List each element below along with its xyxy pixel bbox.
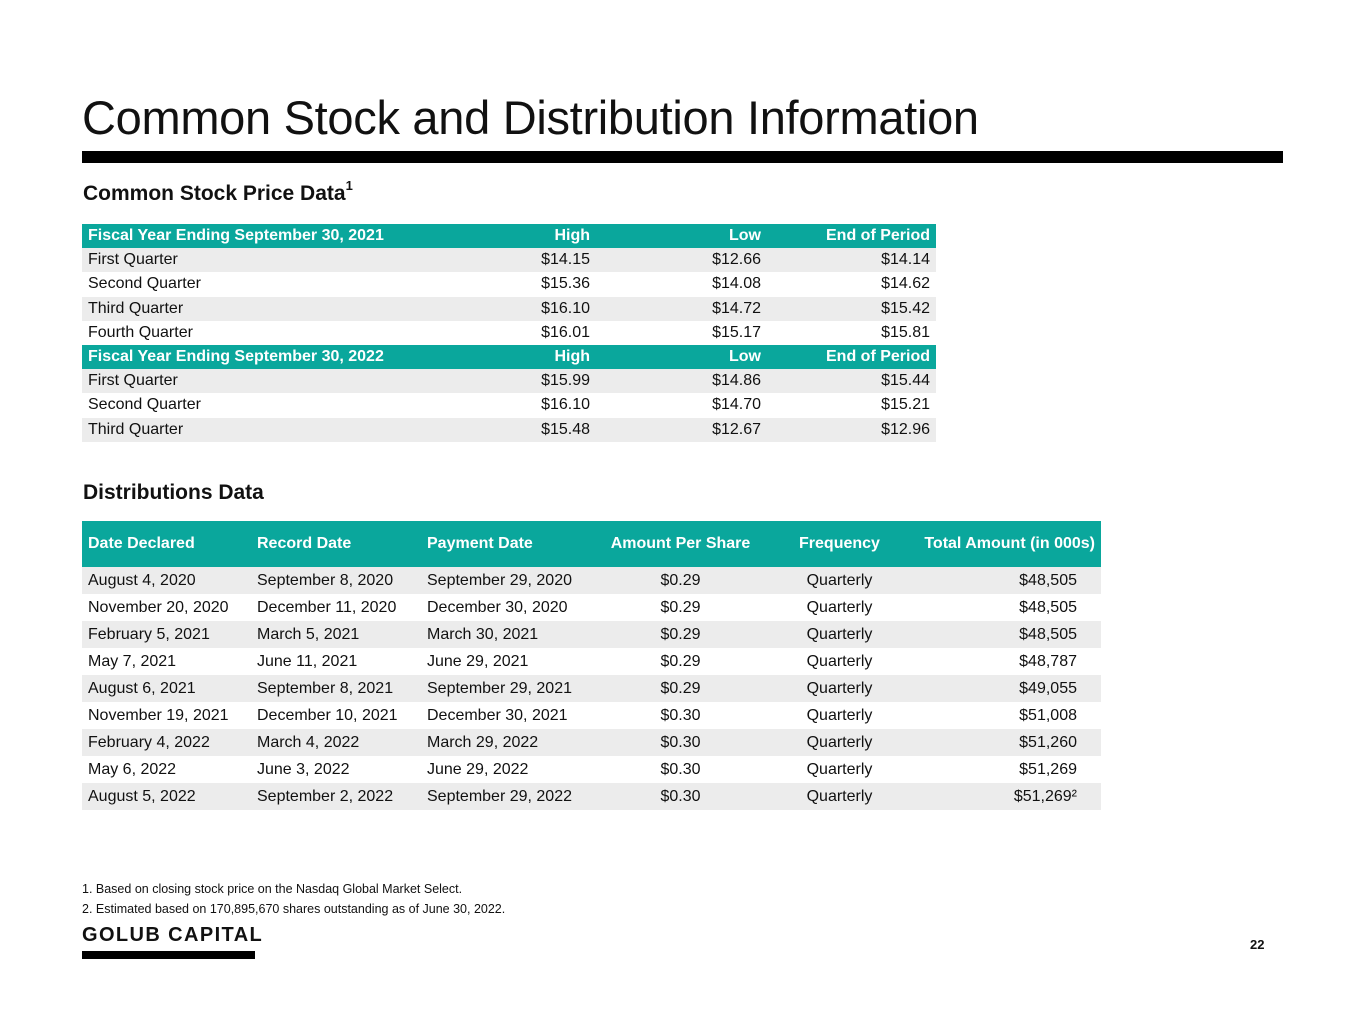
table-cell: $49,055 xyxy=(909,675,1101,702)
price-table-header-cell: End of Period xyxy=(767,224,936,248)
logo-underline xyxy=(82,951,255,959)
table-cell: November 20, 2020 xyxy=(88,599,229,616)
table-cell: $14.70 xyxy=(712,396,761,414)
table-cell: September 8, 2020 xyxy=(251,567,421,594)
table-cell: September 2, 2022 xyxy=(251,783,421,810)
table-cell: December 30, 2020 xyxy=(427,599,568,616)
footnote-2: 2. Estimated based on 170,895,670 shares outstanding as of June 30, 2022. xyxy=(82,902,506,916)
table-cell: $12.66 xyxy=(596,248,767,272)
table-cell: $14.08 xyxy=(712,275,761,293)
table-cell: Quarterly xyxy=(806,707,873,724)
table-row xyxy=(82,369,936,393)
table-row xyxy=(82,648,1101,675)
table-cell: First Quarter xyxy=(82,248,507,272)
table-cell: Quarterly xyxy=(770,729,909,756)
price-table-header-cell: High xyxy=(507,345,596,369)
table-cell: $51,269 xyxy=(1019,761,1077,778)
table-cell: $48,505 xyxy=(909,621,1101,648)
table-cell: $15.21 xyxy=(881,396,930,414)
table-row xyxy=(82,702,1101,729)
distributions-header-cell: Date Declared xyxy=(82,521,251,567)
stock-price-heading-text: Common Stock Price Data xyxy=(83,182,346,205)
distributions-header-cell: Total Amount (in 000s) xyxy=(909,521,1101,567)
distributions-header-cell: Record Date xyxy=(251,521,421,567)
table-cell: $12.96 xyxy=(767,418,936,442)
table-cell: June 29, 2021 xyxy=(427,653,529,670)
table-cell: Quarterly xyxy=(770,621,909,648)
table-cell: $0.30 xyxy=(591,729,770,756)
distributions-table xyxy=(82,521,1101,810)
price-table-header-cell: Low xyxy=(596,345,767,369)
table-row xyxy=(82,621,1101,648)
table-row xyxy=(82,567,1101,594)
table-cell: $16.01 xyxy=(541,323,590,341)
table-cell: First Quarter xyxy=(82,369,507,393)
table-cell: September 29, 2020 xyxy=(421,567,591,594)
table-cell: $0.29 xyxy=(591,675,770,702)
table-cell: June 3, 2022 xyxy=(257,761,350,778)
table-cell: December 30, 2021 xyxy=(427,707,568,724)
table-cell: Quarterly xyxy=(806,653,873,670)
distributions-header-cell: Amount Per Share xyxy=(591,521,770,567)
table-cell: $0.29 xyxy=(660,599,701,616)
table-cell: August 5, 2022 xyxy=(82,783,251,810)
table-cell: Second Quarter xyxy=(88,275,201,293)
title-divider xyxy=(82,151,1283,163)
table-cell: June 29, 2022 xyxy=(427,761,529,778)
price-table-header-row xyxy=(82,345,936,369)
table-row xyxy=(82,272,936,296)
table-cell: May 6, 2022 xyxy=(88,761,177,778)
page-number: 22 xyxy=(1250,937,1265,952)
table-cell: August 6, 2021 xyxy=(82,675,251,702)
table-cell: $15.48 xyxy=(507,418,596,442)
table-cell: $16.10 xyxy=(507,297,596,321)
table-cell: $15.42 xyxy=(767,297,936,321)
distributions-header-cell: Payment Date xyxy=(421,521,591,567)
table-cell: $0.30 xyxy=(591,783,770,810)
table-cell: Quarterly xyxy=(770,675,909,702)
page-title: Common Stock and Distribution Information xyxy=(82,91,979,144)
table-cell: $14.14 xyxy=(767,248,936,272)
table-cell: $0.30 xyxy=(660,761,701,778)
table-cell: March 4, 2022 xyxy=(251,729,421,756)
table-cell: $14.62 xyxy=(881,275,930,293)
table-cell: $15.44 xyxy=(767,369,936,393)
table-row xyxy=(82,321,936,345)
table-cell: $12.67 xyxy=(596,418,767,442)
price-table-header-cell: End of Period xyxy=(767,345,936,369)
table-cell: September 8, 2021 xyxy=(251,675,421,702)
table-row xyxy=(82,783,1101,810)
logo-text: GOLUB CAPITAL xyxy=(82,924,264,946)
table-cell: December 11, 2020 xyxy=(257,599,397,616)
table-row xyxy=(82,418,936,442)
table-row xyxy=(82,729,1101,756)
footnote-1: 1. Based on closing stock price on the Nasdaq Global Market Select. xyxy=(82,882,463,896)
table-cell: February 5, 2021 xyxy=(82,621,251,648)
table-cell: $48,505 xyxy=(909,567,1101,594)
table-cell: $15.81 xyxy=(881,323,930,341)
table-cell: Quarterly xyxy=(770,783,909,810)
table-cell: $14.86 xyxy=(596,369,767,393)
distributions-header-cell: Frequency xyxy=(770,521,909,567)
golub-capital-logo xyxy=(82,922,264,959)
table-cell: March 29, 2022 xyxy=(421,729,591,756)
table-cell: $14.72 xyxy=(596,297,767,321)
table-cell: $48,505 xyxy=(1019,599,1077,616)
table-cell: $15.99 xyxy=(507,369,596,393)
table-cell: Quarterly xyxy=(770,567,909,594)
table-cell: $0.29 xyxy=(591,621,770,648)
footnote-ref-1: 1 xyxy=(345,178,353,193)
distributions-heading: Distributions Data xyxy=(83,481,264,504)
table-cell: $51,260 xyxy=(909,729,1101,756)
table-cell: March 30, 2021 xyxy=(421,621,591,648)
table-row xyxy=(82,756,1101,783)
table-cell: Third Quarter xyxy=(82,418,507,442)
table-cell: June 11, 2021 xyxy=(257,653,358,670)
table-cell: $48,787 xyxy=(1019,653,1077,670)
table-cell: $14.15 xyxy=(507,248,596,272)
table-row xyxy=(82,393,936,417)
table-cell: September 29, 2022 xyxy=(421,783,591,810)
table-cell: $15.36 xyxy=(541,275,590,293)
table-cell: $15.17 xyxy=(712,323,761,341)
table-cell: Fourth Quarter xyxy=(88,323,193,341)
table-cell: $16.10 xyxy=(541,396,590,414)
price-table-header-cell: Fiscal Year Ending September 30, 2022 xyxy=(82,345,507,369)
table-cell: $0.30 xyxy=(660,707,701,724)
table-cell: $0.29 xyxy=(591,567,770,594)
stock-price-heading xyxy=(83,180,353,206)
table-cell: May 7, 2021 xyxy=(88,653,177,670)
table-row xyxy=(82,248,936,272)
price-table-header-row xyxy=(82,224,936,248)
distributions-header-row xyxy=(82,521,1101,567)
table-cell: March 5, 2021 xyxy=(251,621,421,648)
table-cell: November 19, 2021 xyxy=(88,707,229,724)
price-table-header-cell: Low xyxy=(596,224,767,248)
table-cell: September 29, 2021 xyxy=(421,675,591,702)
footnotes xyxy=(82,879,505,919)
table-cell: February 4, 2022 xyxy=(82,729,251,756)
table-cell: $0.29 xyxy=(660,653,701,670)
table-cell: December 10, 2021 xyxy=(257,707,398,724)
table-cell: Second Quarter xyxy=(88,396,201,414)
table-cell: Quarterly xyxy=(806,599,873,616)
table-cell: $51,269² xyxy=(909,783,1101,810)
table-row xyxy=(82,594,1101,621)
table-cell: August 4, 2020 xyxy=(82,567,251,594)
price-table-header-cell: Fiscal Year Ending September 30, 2021 xyxy=(82,224,507,248)
table-cell: Third Quarter xyxy=(82,297,507,321)
price-table-header-cell: High xyxy=(507,224,596,248)
table-cell: $51,008 xyxy=(1019,707,1077,724)
table-cell: Quarterly xyxy=(806,761,873,778)
table-row xyxy=(82,675,1101,702)
stock-price-table xyxy=(82,224,936,442)
table-row xyxy=(82,297,936,321)
